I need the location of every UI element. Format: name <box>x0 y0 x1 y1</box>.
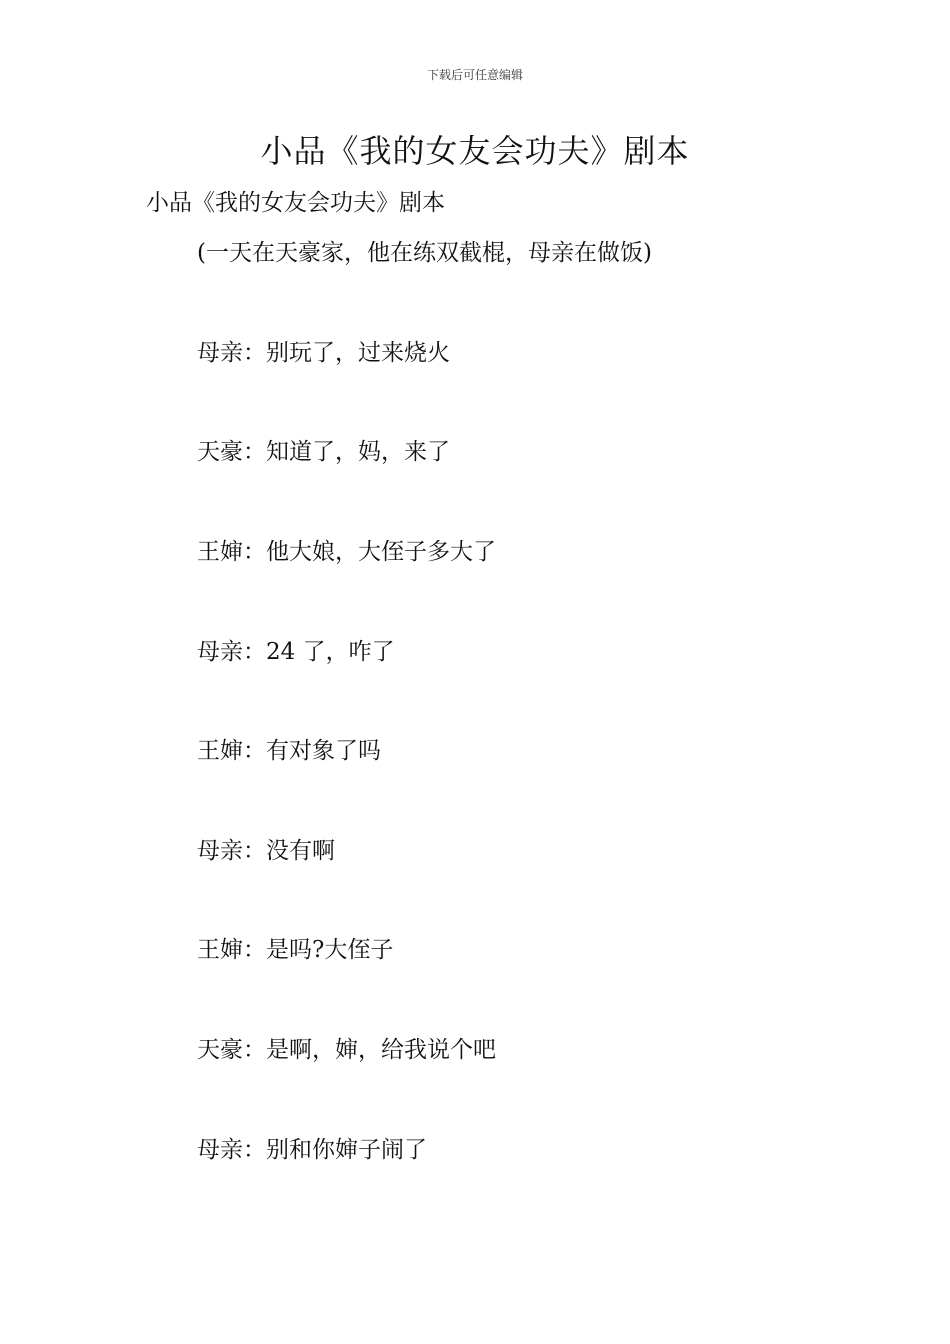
dialogue-line <box>197 433 450 466</box>
dialogue-line <box>197 832 335 865</box>
dialogue-text: 别玩了，过来烧火 <box>266 340 450 366</box>
speaker-name: 天豪 <box>197 1037 243 1063</box>
speaker-separator: ： <box>243 340 266 366</box>
document-title: 小品《我的女友会功夫》剧本 <box>260 132 690 170</box>
dialogue-text: 是吗?大侄子 <box>266 937 394 963</box>
dialogue-text: 有对象了吗 <box>266 738 381 764</box>
speaker-separator: ： <box>243 1137 266 1163</box>
dialogue-line <box>197 533 496 566</box>
speaker-separator: ： <box>243 937 266 963</box>
header-note: 下载后可任意编辑 <box>426 68 523 82</box>
speaker-name: 母亲 <box>197 838 243 864</box>
speaker-name: 母亲 <box>197 340 243 366</box>
speaker-separator: ： <box>243 838 266 864</box>
dialogue-text: 是啊，婶，给我说个吧 <box>266 1037 496 1063</box>
speaker-name: 王婶 <box>197 539 243 565</box>
speaker-separator: ： <box>243 738 266 764</box>
speaker-separator: ： <box>243 439 266 465</box>
dialogue-text: 知道了，妈，来了 <box>266 439 450 465</box>
speaker-separator: ： <box>243 1037 266 1063</box>
dialogue-line <box>197 334 450 367</box>
document-subtitle: 小品《我的女友会功夫》剧本 <box>146 190 445 216</box>
dialogue-text: 24 了，咋了 <box>266 639 395 665</box>
dialogue-text: 没有啊 <box>266 838 335 864</box>
speaker-separator: ： <box>243 539 266 565</box>
speaker-name: 母亲 <box>197 639 243 665</box>
dialogue-line <box>197 1131 427 1164</box>
dialogue-line <box>197 1031 496 1064</box>
speaker-separator: ： <box>243 639 266 665</box>
dialogue-line <box>197 931 393 964</box>
dialogue-line <box>197 633 395 666</box>
dialogue-line <box>197 732 381 765</box>
speaker-name: 母亲 <box>197 1137 243 1163</box>
stage-direction: (一天在天豪家，他在练双截棍，母亲在做饭) <box>197 240 652 266</box>
speaker-name: 王婶 <box>197 738 243 764</box>
speaker-name: 王婶 <box>197 937 243 963</box>
dialogue-text: 他大娘，大侄子多大了 <box>266 539 496 565</box>
speaker-name: 天豪 <box>197 439 243 465</box>
dialogue-text: 别和你婶子闹了 <box>266 1137 427 1163</box>
